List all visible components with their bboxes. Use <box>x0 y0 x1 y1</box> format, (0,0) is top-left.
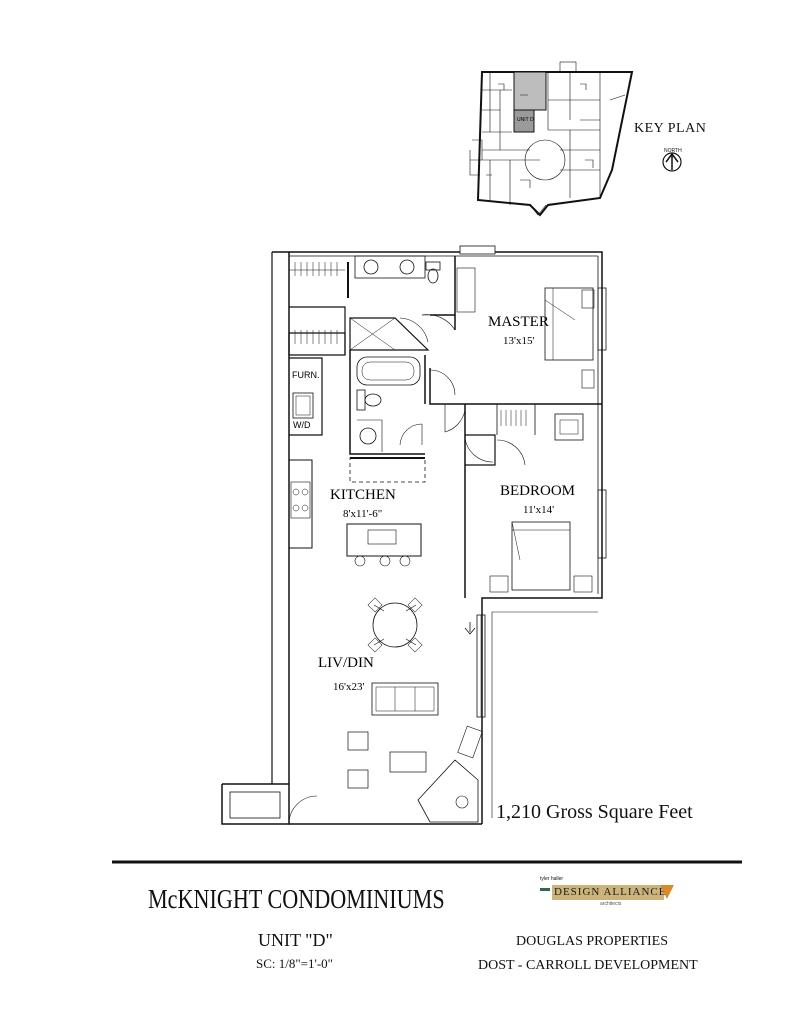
design-alliance-logo <box>540 876 668 910</box>
key-plan <box>470 62 632 215</box>
room-size-master: 13'x15' <box>503 335 535 347</box>
north-label: NORTH <box>664 148 682 154</box>
unit-plan <box>222 246 606 824</box>
room-label-livdin: LIV/DIN <box>318 655 374 671</box>
room-size-kitchen: 8'x11'-6" <box>343 508 383 520</box>
logo-name: DESIGN ALLIANCE <box>554 886 667 898</box>
gross-square-feet: 1,210 Gross Square Feet <box>496 801 693 823</box>
label-furnace: FURN. <box>292 370 320 380</box>
room-label-master: MASTER <box>488 314 549 330</box>
logo-bottom-text: architects <box>600 901 622 907</box>
developer-name: DOST - CARROLL DEVELOPMENT <box>478 958 698 973</box>
client-name: DOUGLAS PROPERTIES <box>516 934 669 949</box>
logo-triangle-icon <box>660 885 674 899</box>
room-label-kitchen: KITCHEN <box>330 487 396 503</box>
logo-accent <box>540 888 550 891</box>
project-title: McKNIGHT CONDOMINIUMS <box>148 884 445 914</box>
key-plan-title: KEY PLAN <box>634 121 707 136</box>
room-size-bedroom: 11'x14' <box>523 504 555 516</box>
logo-top-text: tyler haller <box>540 876 564 882</box>
label-washer-dryer: W/D <box>293 420 311 430</box>
room-label-bedroom: BEDROOM <box>500 483 576 499</box>
room-size-livdin: 16'x23' <box>333 681 365 693</box>
unit-title: UNIT "D" <box>258 930 333 950</box>
north-arrow-icon <box>663 153 681 171</box>
drawing-scale: SC: 1/8"=1'-0" <box>256 956 333 971</box>
key-plan-unit-tag: UNIT D <box>517 117 534 123</box>
